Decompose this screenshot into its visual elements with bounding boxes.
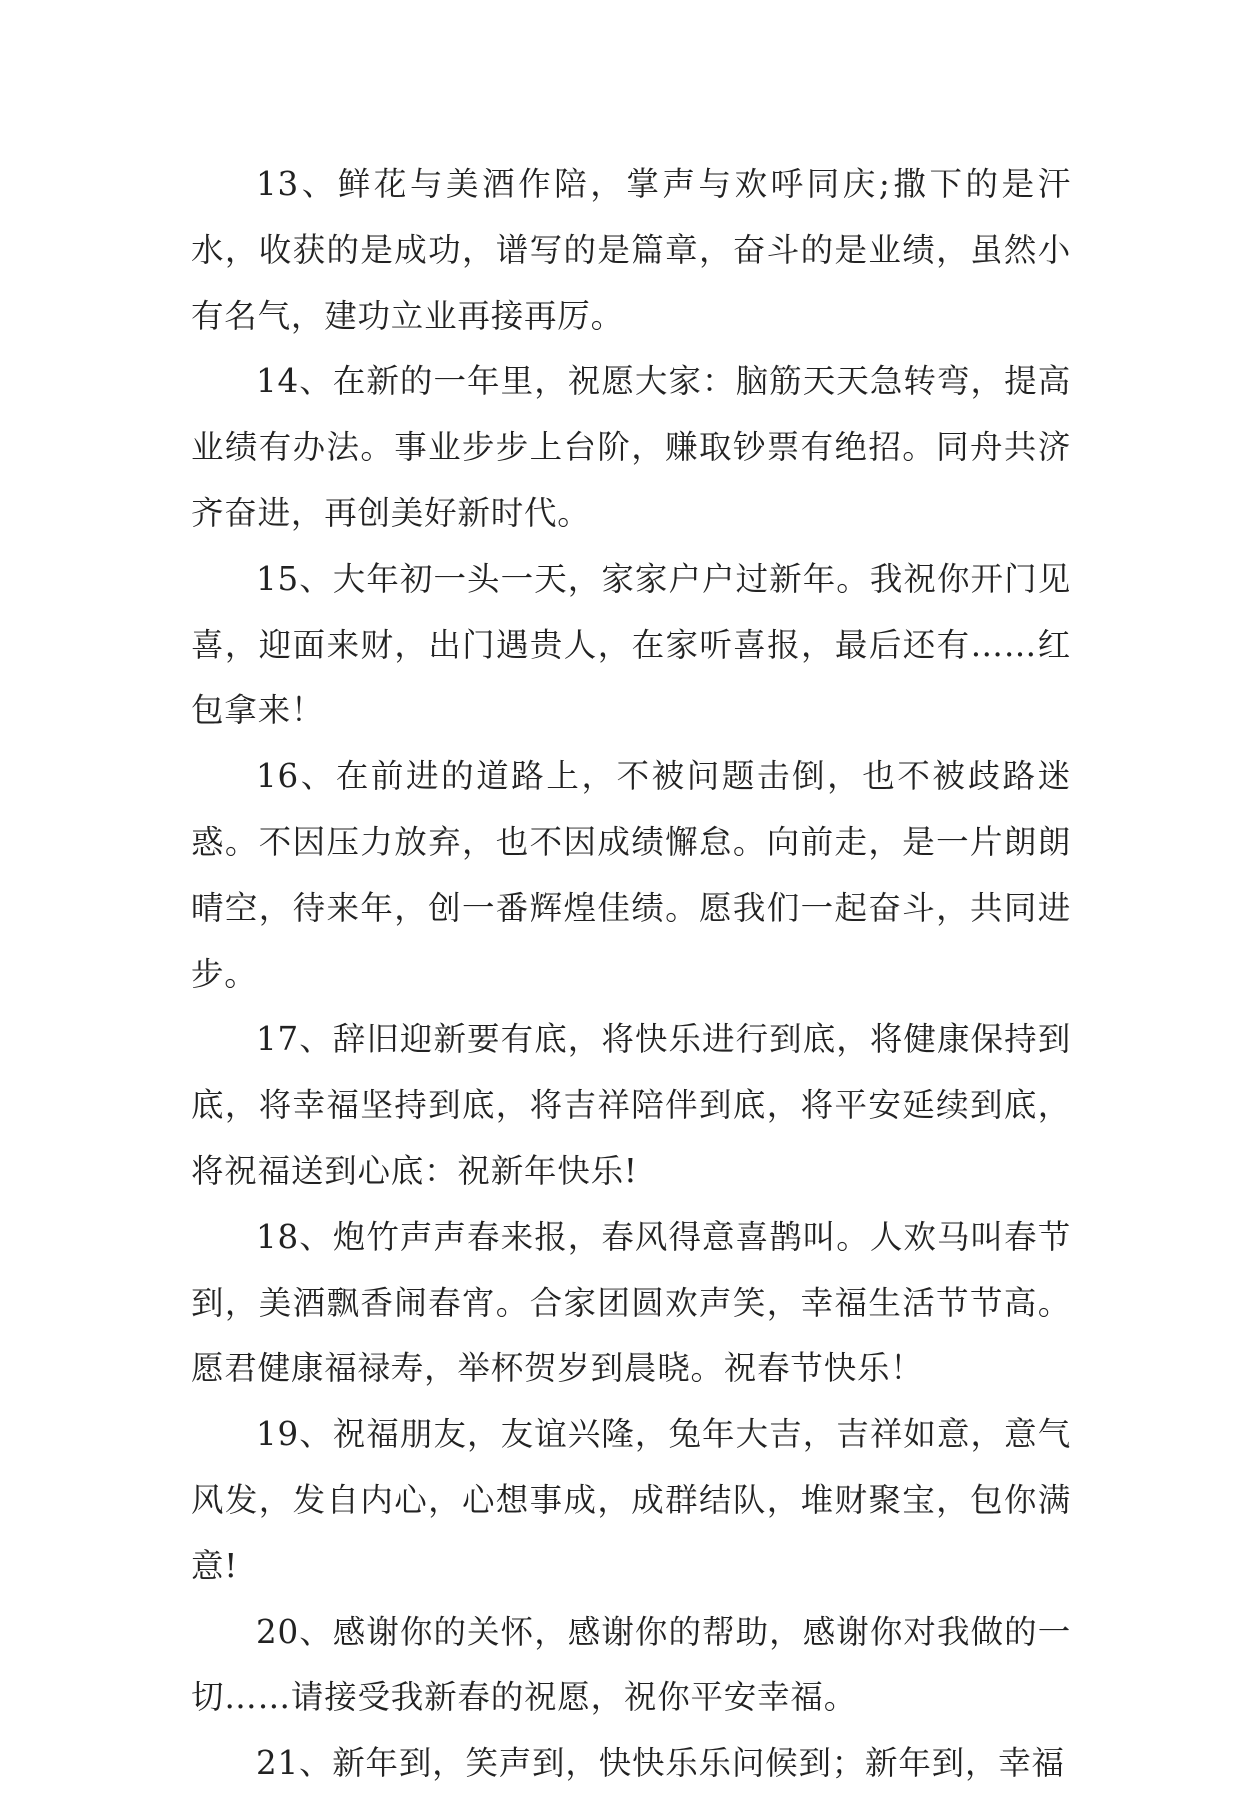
paragraph-14: 14、在新的一年里，祝愿大家：脑筋天天急转弯，提高业绩有办法。事业步步上台阶，赚取钞票有绝招。同舟共济齐奋进，再创美好新时代。 (191, 362, 1071, 532)
paragraph-15: 15、大年初一头一天，家家户户过新年。我祝你开门见喜，迎面来财，出门遇贵人，在家听喜报，最后还有……红包拿来！ (191, 559, 1071, 730)
paragraph-21: 21、新年到，笑声到，快快乐乐问候到；新年到，幸福 (256, 1744, 1065, 1783)
document-body (191, 152, 1071, 1797)
paragraph-16: 16、在前进的道路上，不被问题击倒，也不被歧路迷惑。不因压力放弃，也不因成绩懈怠。向前走，是一片朗朗晴空，待来年，创一番辉煌佳绩。愿我们一起奋斗，共同进步。 (191, 757, 1071, 993)
paragraph-20: 20、感谢你的关怀，感谢你的帮助，感谢你对我做的一切……请接受我新春的祝愿，祝你平安幸福。 (191, 1612, 1071, 1717)
paragraph-13: 13、鲜花与美酒作陪，掌声与欢呼同庆;撒下的是汗水，收获的是成功，谱写的是篇章，奋斗的是业绩，虽然小有名气，建功立业再接再厉。 (191, 165, 1071, 335)
paragraph-18: 18、炮竹声声春来报，春风得意喜鹊叫。人欢马叫春节到，美酒飘香闹春宵。合家团圆欢声笑，幸福生活节节高。愿君健康福禄寿，举杯贺岁到晨晓。祝春节快乐！ (191, 1217, 1071, 1388)
paragraph-19: 19、祝福朋友，友谊兴隆，兔年大吉，吉祥如意，意气风发，发自内心，心想事成，成群结队，堆财聚宝，包你满意! (191, 1415, 1071, 1585)
paragraph-17: 17、辞旧迎新要有底，将快乐进行到底，将健康保持到底，将幸福坚持到底，将吉祥陪伴到底，将平安延续到底，将祝福送到心底：祝新年快乐! (191, 1020, 1071, 1190)
